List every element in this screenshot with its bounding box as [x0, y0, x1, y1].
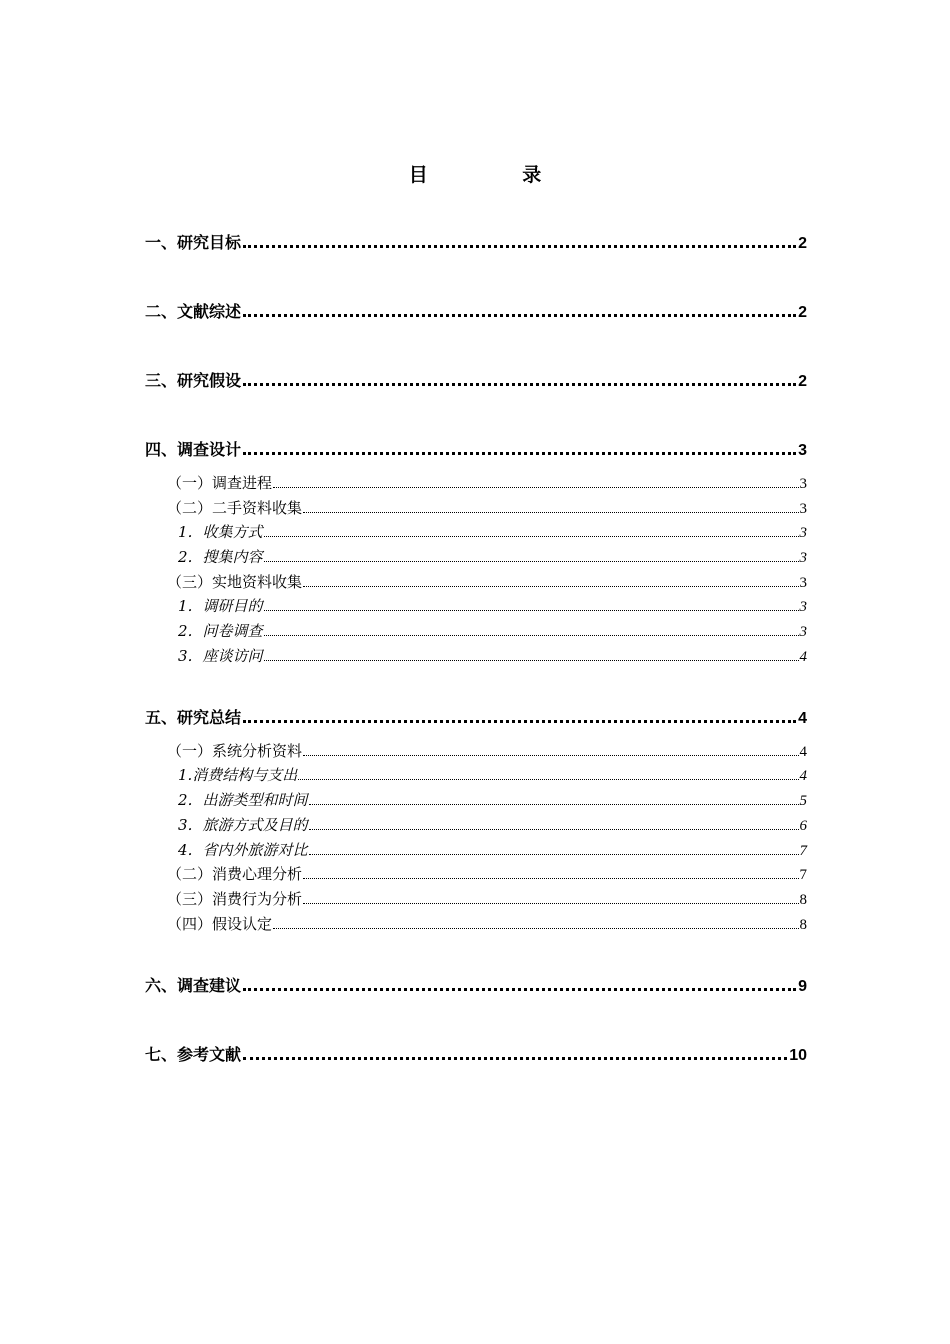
toc-entry-page-number: 10 [789, 1047, 807, 1064]
dot-leader [273, 487, 798, 488]
toc-entry-level-1[interactable] [145, 229, 807, 253]
toc-entry-label: （三）消费行为分析 [167, 890, 303, 908]
dot-leader [309, 804, 799, 805]
toc-entry-page-number: 7 [799, 867, 807, 883]
toc-entry-page-number: 7 [799, 843, 807, 859]
toc-entry-level-1[interactable] [145, 972, 807, 996]
toc-entry-level-2[interactable] [145, 496, 807, 518]
dot-leader [303, 903, 798, 904]
toc-entry-page-number: 2 [798, 373, 807, 390]
dot-leader [243, 314, 796, 317]
toc-entry-level-1[interactable] [145, 704, 807, 728]
toc-entry-label: 1．收集方式 [178, 523, 263, 541]
toc-entry-level-3[interactable] [145, 545, 807, 567]
toc-entry-label: 2．问卷调查 [178, 622, 263, 640]
toc-entry-label: 二、文献综述 [145, 302, 242, 321]
toc-entry-page-number: 3 [798, 442, 807, 459]
toc-entry-label: 2．搜集内容 [178, 548, 263, 566]
dot-leader [309, 829, 799, 830]
toc-entry-page-number: 3 [799, 501, 807, 517]
toc-entry-level-3[interactable] [145, 619, 807, 641]
toc-entry-page-number: 4 [799, 744, 807, 760]
toc-entry-level-1[interactable] [145, 436, 807, 460]
dot-leader [309, 854, 799, 855]
toc-entry-label: （二）消费心理分析 [167, 865, 303, 883]
dot-leader [264, 660, 799, 661]
toc-entry-level-3[interactable] [145, 838, 807, 860]
toc-entry-page-number: 4 [799, 649, 807, 665]
toc-entry-label: 六、调查建议 [145, 976, 242, 995]
toc-entry-level-2[interactable] [145, 570, 807, 592]
dot-leader [303, 512, 798, 513]
dot-leader [243, 245, 796, 248]
toc-entry-level-2[interactable] [145, 862, 807, 884]
toc-entry-page-number: 2 [798, 235, 807, 252]
toc-entry-level-2[interactable] [145, 739, 807, 761]
toc-entry-page-number: 3 [799, 550, 807, 566]
dot-leader [264, 610, 799, 611]
toc-entry-level-1[interactable] [145, 367, 807, 391]
toc-entry-label: 3．旅游方式及目的 [178, 816, 308, 834]
dot-leader [264, 635, 799, 636]
toc-entry-label: （一）调查进程 [167, 474, 273, 492]
toc-entry-label: 三、研究假设 [145, 371, 242, 390]
toc-entry-page-number: 3 [799, 624, 807, 640]
toc-entry-label: 四、调查设计 [145, 440, 242, 459]
toc-entry-label: （一）系统分析资料 [167, 742, 303, 760]
dot-leader [243, 1057, 787, 1060]
toc-entry-level-3[interactable] [145, 594, 807, 616]
dot-leader [243, 383, 796, 386]
toc-entry-label: （二）二手资料收集 [167, 499, 303, 517]
dot-leader [298, 779, 798, 780]
toc-entry-label: （三）实地资料收集 [167, 573, 303, 591]
toc-entry-page-number: 9 [798, 978, 807, 995]
toc-entry-level-2[interactable] [145, 912, 807, 934]
toc-entry-page-number: 8 [799, 917, 807, 933]
toc-entry-label: 2．出游类型和时间 [178, 791, 308, 809]
toc-entry-level-3[interactable] [145, 644, 807, 666]
toc-entry-page-number: 4 [798, 710, 807, 727]
toc-entry-label: 3．座谈访问 [178, 647, 263, 665]
toc-entry-level-3[interactable] [145, 813, 807, 835]
dot-leader [243, 988, 796, 991]
toc-entry-level-2[interactable] [145, 887, 807, 909]
toc-entry-label: 七、参考文献 [145, 1045, 242, 1064]
toc-title: 目 录 [408, 164, 586, 186]
dot-leader [243, 452, 796, 455]
toc-entry-label: 一、研究目标 [145, 233, 242, 252]
toc-entry-page-number: 3 [799, 476, 807, 492]
toc-entry-page-number: 3 [799, 525, 807, 541]
toc-entry-page-number: 4 [799, 768, 807, 784]
dot-leader [243, 720, 796, 723]
toc-entry-level-3[interactable] [145, 763, 807, 785]
toc-entry-page-number: 3 [799, 599, 807, 615]
dot-leader [303, 755, 798, 756]
dot-leader [303, 586, 798, 587]
toc-entry-level-3[interactable] [145, 520, 807, 542]
toc-entry-page-number: 6 [799, 818, 807, 834]
dot-leader [273, 928, 798, 929]
toc-entry-level-1[interactable] [145, 298, 807, 322]
toc-entry-label: 五、研究总结 [145, 708, 242, 727]
dot-leader [303, 878, 798, 879]
toc-entry-page-number: 8 [799, 892, 807, 908]
dot-leader [264, 536, 799, 537]
toc-entry-label: 1.消费结构与支出 [178, 766, 298, 784]
dot-leader [264, 561, 799, 562]
toc-entry-page-number: 5 [799, 793, 807, 809]
toc-entry-level-3[interactable] [145, 788, 807, 810]
toc-entry-level-2[interactable] [145, 471, 807, 493]
toc-entry-page-number: 3 [799, 575, 807, 591]
toc-entry-label: （四）假设认定 [167, 915, 273, 933]
toc-entry-page-number: 2 [798, 304, 807, 321]
toc-entry-label: 4．省内外旅游对比 [178, 841, 308, 859]
toc-entry-label: 1．调研目的 [178, 597, 263, 615]
toc-entry-level-1[interactable] [145, 1041, 807, 1065]
